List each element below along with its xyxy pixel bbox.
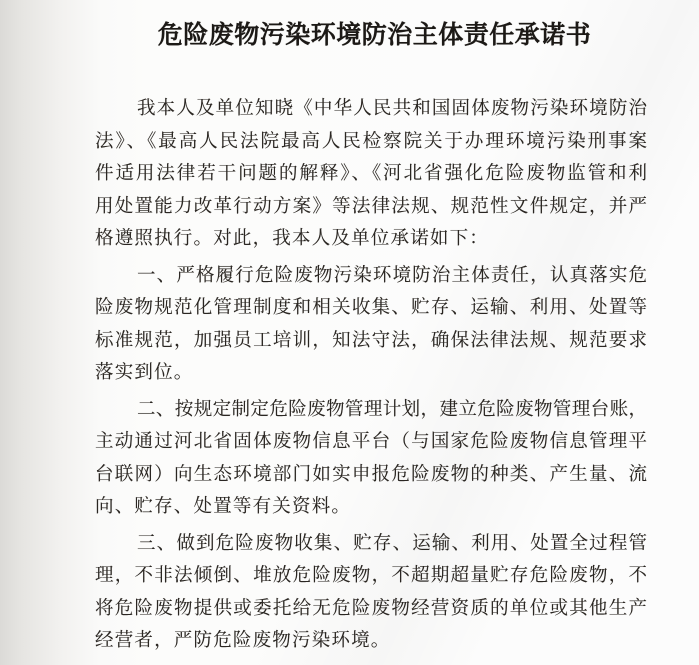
document-line: 我本人及单位知晓《中华人民共和国固体废物污染环境防治: [137, 99, 647, 119]
document-line: 法》、《最高人民法院最高人民检察院关于办理环境污染刑事案: [95, 131, 647, 152]
document-line: 标准规范，加强员工培训，知法守法，确保法律法规、规范要求: [95, 330, 647, 351]
document-line: 理，不非法倾倒、堆放危险废物，不超期超量贮存危险废物，不: [95, 566, 647, 586]
paragraph: [95, 528, 647, 658]
document-line: 二、按规定制定危险废物管理计划，建立危险废物管理台账，: [137, 399, 647, 420]
document-line: 向、贮存、处置等有关资料。: [95, 497, 352, 517]
document-line: 经营者，严防危险废物污染环境。: [95, 631, 391, 651]
document-line: 格遵照执行。对此，我本人及单位承诺如下：: [95, 229, 490, 249]
document-line: 将危险废物提供或委托给无危险废物经营资质的单位或其他生产: [95, 598, 647, 619]
paragraph: [95, 93, 647, 256]
document-line: 险废物规范化管理制度和相关收集、贮存、运输、利用、处置等: [95, 298, 647, 318]
document-line: 一、严格履行危险废物污染环境防治主体责任，认真落实危: [137, 265, 647, 286]
document-line: 件适用法律若干问题的解释》、《河北省强化危险废物监管和利: [95, 164, 647, 184]
document-body: [95, 93, 647, 658]
document-line: 三、做到危险废物收集、贮存、运输、利用、处置全过程管: [137, 533, 647, 554]
paragraph: [95, 394, 647, 524]
document-line: 主动通过河北省固体废物信息平台（与国家危险废物信息管理平: [95, 432, 647, 452]
document-line: 用处置能力改革行动方案》等法律法规、规范性文件规定，并严: [95, 196, 647, 217]
document-line: 落实到位。: [95, 363, 194, 383]
document-line: 台联网）向生态环境部门如实申报危险废物的种类、产生量、流: [95, 464, 647, 485]
paragraph: [95, 260, 647, 390]
document-title: 危险废物污染环境防治主体责任承诺书: [157, 22, 592, 49]
